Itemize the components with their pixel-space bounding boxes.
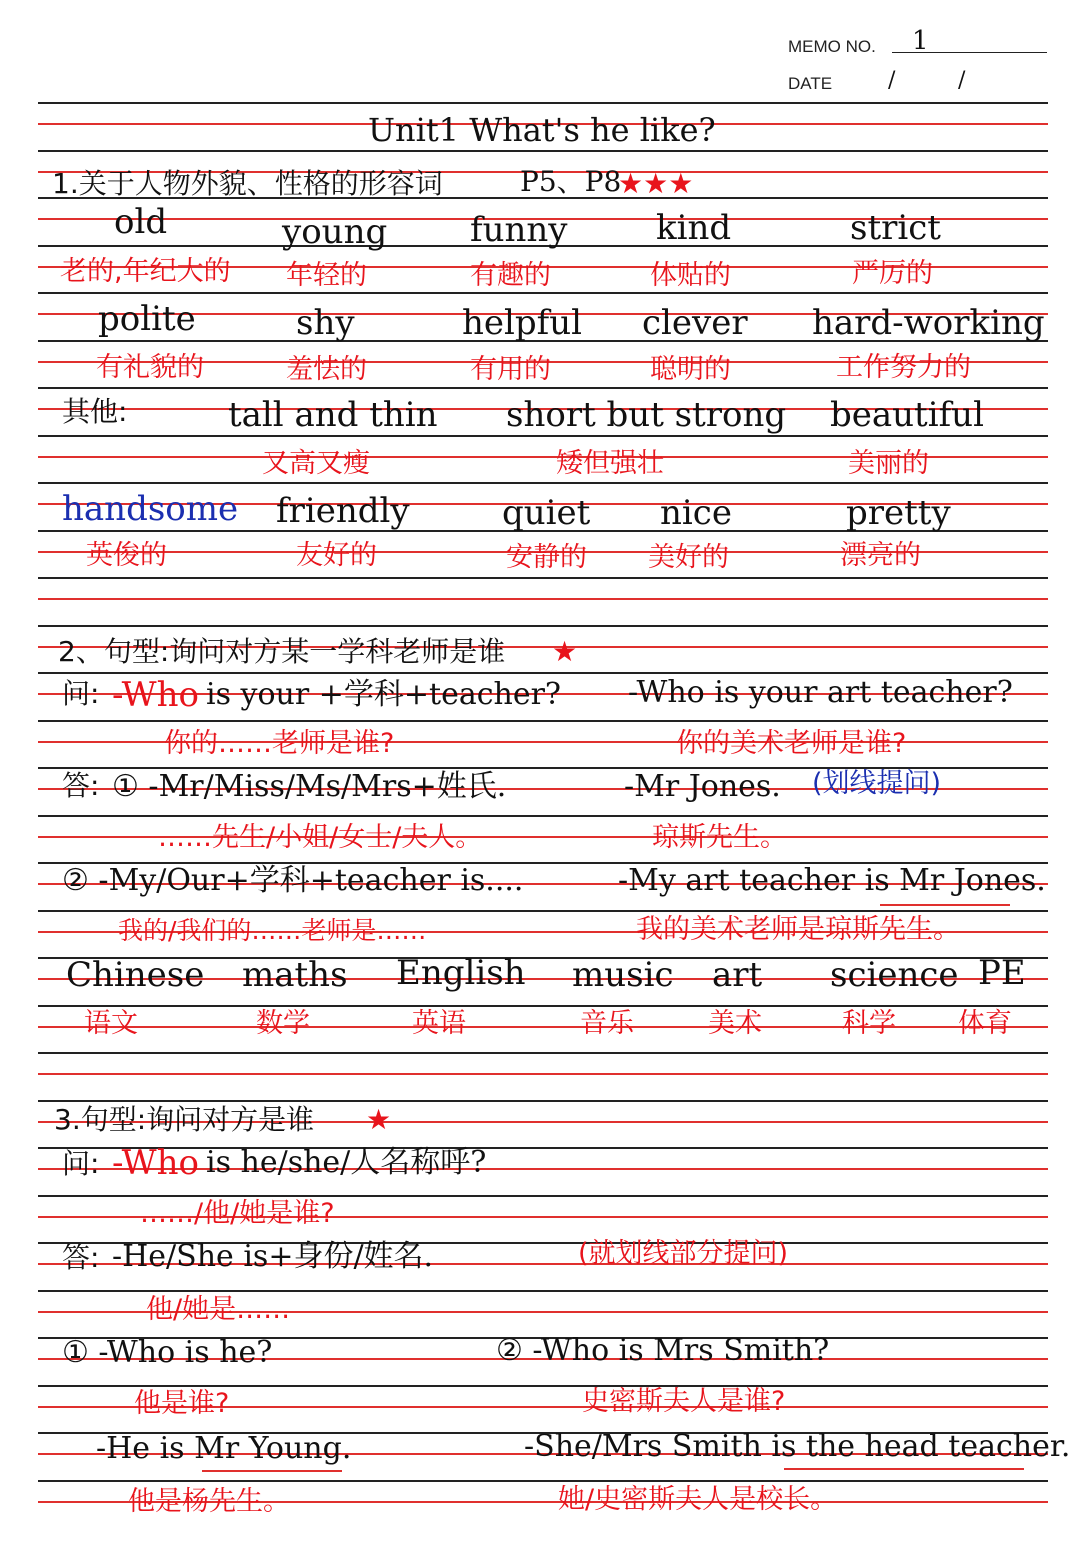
answer-example-1: -Mr Jones. [624,769,781,804]
adj-en: funny [470,210,568,250]
answer-example-2: -My art teacher is Mr Jones. [618,863,1046,898]
example2-answer: -She/Mrs Smith is the head teacher. [524,1429,1071,1464]
answer-pattern-1: ① -Mr/Miss/Ms/Mrs+姓氏. [112,769,507,804]
ruled-line-black [38,1290,1048,1292]
question-zh: 你的……老师是谁? [164,728,395,759]
adj-zh: 严厉的 [852,258,933,289]
date-slash: / [888,68,896,93]
answer-note: (就划线部分提问) [578,1238,789,1269]
adj-zh: 老的,年纪大的 [60,256,231,287]
ruled-line-black [38,482,1048,484]
memo-underline [892,52,1047,53]
adj-zh: 矮但强壮 [556,448,664,479]
subject-en: art [712,955,763,995]
answer-example-zh-2: 我的美术老师是琼斯先生。 [636,914,960,945]
adj-en: strict [850,208,941,248]
adj-zh: 英俊的 [86,540,167,571]
ruled-line-black [38,387,1048,389]
subject-en: English [396,953,526,993]
answer-pattern-2: ② -My/Our+学科+teacher is.... [62,863,524,898]
ruled-line-black [38,102,1048,104]
subject-zh: 体育 [958,1008,1012,1039]
adj-en: friendly [276,491,410,531]
adj-en: young [282,212,388,252]
adj-zh: 美好的 [648,542,729,573]
example2-question-zh: 史密斯夫人是谁? [582,1386,786,1417]
adj-en: short but strong [506,395,787,435]
answer-zh: 他/她是…… [146,1294,291,1325]
memo-label: MEMO NO. [788,37,876,56]
adj-en: nice [660,493,732,533]
adj-zh: 漂亮的 [840,540,921,571]
ruled-line-black [38,1100,1048,1102]
subject-en: music [572,955,674,995]
subject-zh: 语文 [84,1008,138,1039]
subject-en: Chinese [66,955,205,995]
ruled-line-black [38,720,1048,722]
ruled-line-black [38,577,1048,579]
answer-note: (划线提问) [812,768,942,799]
subject-zh: 英语 [412,1008,466,1039]
adj-zh: 工作努力的 [836,352,971,383]
question-pattern: is your +学科+teacher? [206,677,562,712]
adj-zh: 友好的 [296,540,377,571]
importance-stars: ★★★ [618,167,694,200]
adj-en: kind [656,208,732,248]
question-zh: ……/他/她是谁? [140,1198,335,1229]
question-example-zh: 你的美术老师是谁? [676,728,907,759]
adj-en: beautiful [830,395,984,435]
ruled-line-red [38,1073,1048,1075]
ruled-line-red [38,1026,1048,1028]
adj-en: quiet [502,493,591,533]
ruled-line-black [38,1005,1048,1007]
example2-question: ② -Who is Mrs Smith? [496,1333,830,1368]
ruled-line-black [38,672,1048,674]
section1-heading: 1.关于人物外貌、性格的形容词 [52,167,443,200]
example1-question: ① -Who is he? [62,1335,273,1370]
question-who: -Who [112,1143,199,1183]
answer-zh-1: ……先生/小姐/女士/夫人。 [158,822,483,853]
adj-zh: 又高又瘦 [262,448,370,479]
ruled-line-black [38,150,1048,152]
ruled-line-black [38,910,1048,912]
date-label: DATE [788,74,833,93]
adj-en: hard-working [812,303,1045,343]
subject-zh: 美术 [708,1008,762,1039]
answer-example-zh-1: 琼斯先生。 [652,822,787,853]
ruled-line-black [38,1385,1048,1387]
adj-zh: 美丽的 [848,448,929,479]
ruled-line-black [38,1052,1048,1054]
subject-en: PE [978,953,1026,993]
subject-zh: 数学 [256,1008,310,1039]
section1-pages: P5、P8 [520,165,622,198]
memo-number: 1 [912,26,929,56]
question-label: 问: [62,1147,100,1180]
date-slash: / [958,68,966,93]
importance-star: ★ [552,635,578,668]
ruled-line-black [38,625,1048,627]
answer-pattern: -He/She is+身份/姓名. [112,1239,434,1274]
adj-en: tall and thin [228,395,438,435]
page-title: Unit1 What's he like? [368,111,716,149]
ruled-line-black [38,435,1048,437]
example2-answer-zh: 她/史密斯夫人是校长。 [558,1484,838,1515]
adj-en: helpful [462,303,583,343]
importance-star: ★ [366,1103,392,1136]
ruled-line-black [38,815,1048,817]
question-example: -Who is your art teacher? [628,675,1013,710]
adj-zh: 有趣的 [470,260,551,291]
adj-en: handsome [62,489,239,529]
adj-en: clever [642,303,748,343]
answer-zh-2: 我的/我们的……老师是…… [118,916,427,945]
subject-en: science [830,955,959,995]
question-who: -Who [112,675,199,715]
example1-answer-zh: 他是杨先生。 [128,1486,290,1517]
subject-zh: 科学 [842,1008,896,1039]
adj-zh: 体贴的 [650,260,731,291]
adj-zh: 年轻的 [286,260,367,291]
section3-heading: 3.句型:询问对方是谁 [54,1103,315,1136]
underline-mark [202,1470,342,1472]
underline-mark [880,904,1010,906]
ruled-line-black [38,1195,1048,1197]
other-label: 其他: [62,395,128,428]
subject-zh: 音乐 [580,1008,634,1039]
adj-en: polite [98,299,196,339]
adj-en: old [114,202,168,242]
adj-zh: 安静的 [506,542,587,573]
answer-label: 答: [62,769,100,802]
example1-answer: -He is Mr Young. [96,1431,352,1466]
adj-zh: 羞怯的 [286,354,367,385]
answer-label: 答: [62,1241,100,1274]
adj-zh: 有用的 [470,354,551,385]
section2-heading: 2、句型:询问对方某一学科老师是谁 [58,635,506,668]
adj-zh: 有礼貌的 [96,352,204,383]
question-pattern: is he/she/人名称呼? [206,1145,487,1180]
underline-mark [784,1468,1024,1470]
adj-en: shy [296,303,355,343]
adj-en: pretty [846,493,951,533]
question-label: 问: [62,677,100,710]
ruled-line-red [38,598,1048,600]
subject-en: maths [242,955,348,995]
ruled-line-black [38,292,1048,294]
adj-zh: 聪明的 [650,354,731,385]
example1-question-zh: 他是谁? [134,1388,230,1419]
ruled-line-black [38,1480,1048,1482]
